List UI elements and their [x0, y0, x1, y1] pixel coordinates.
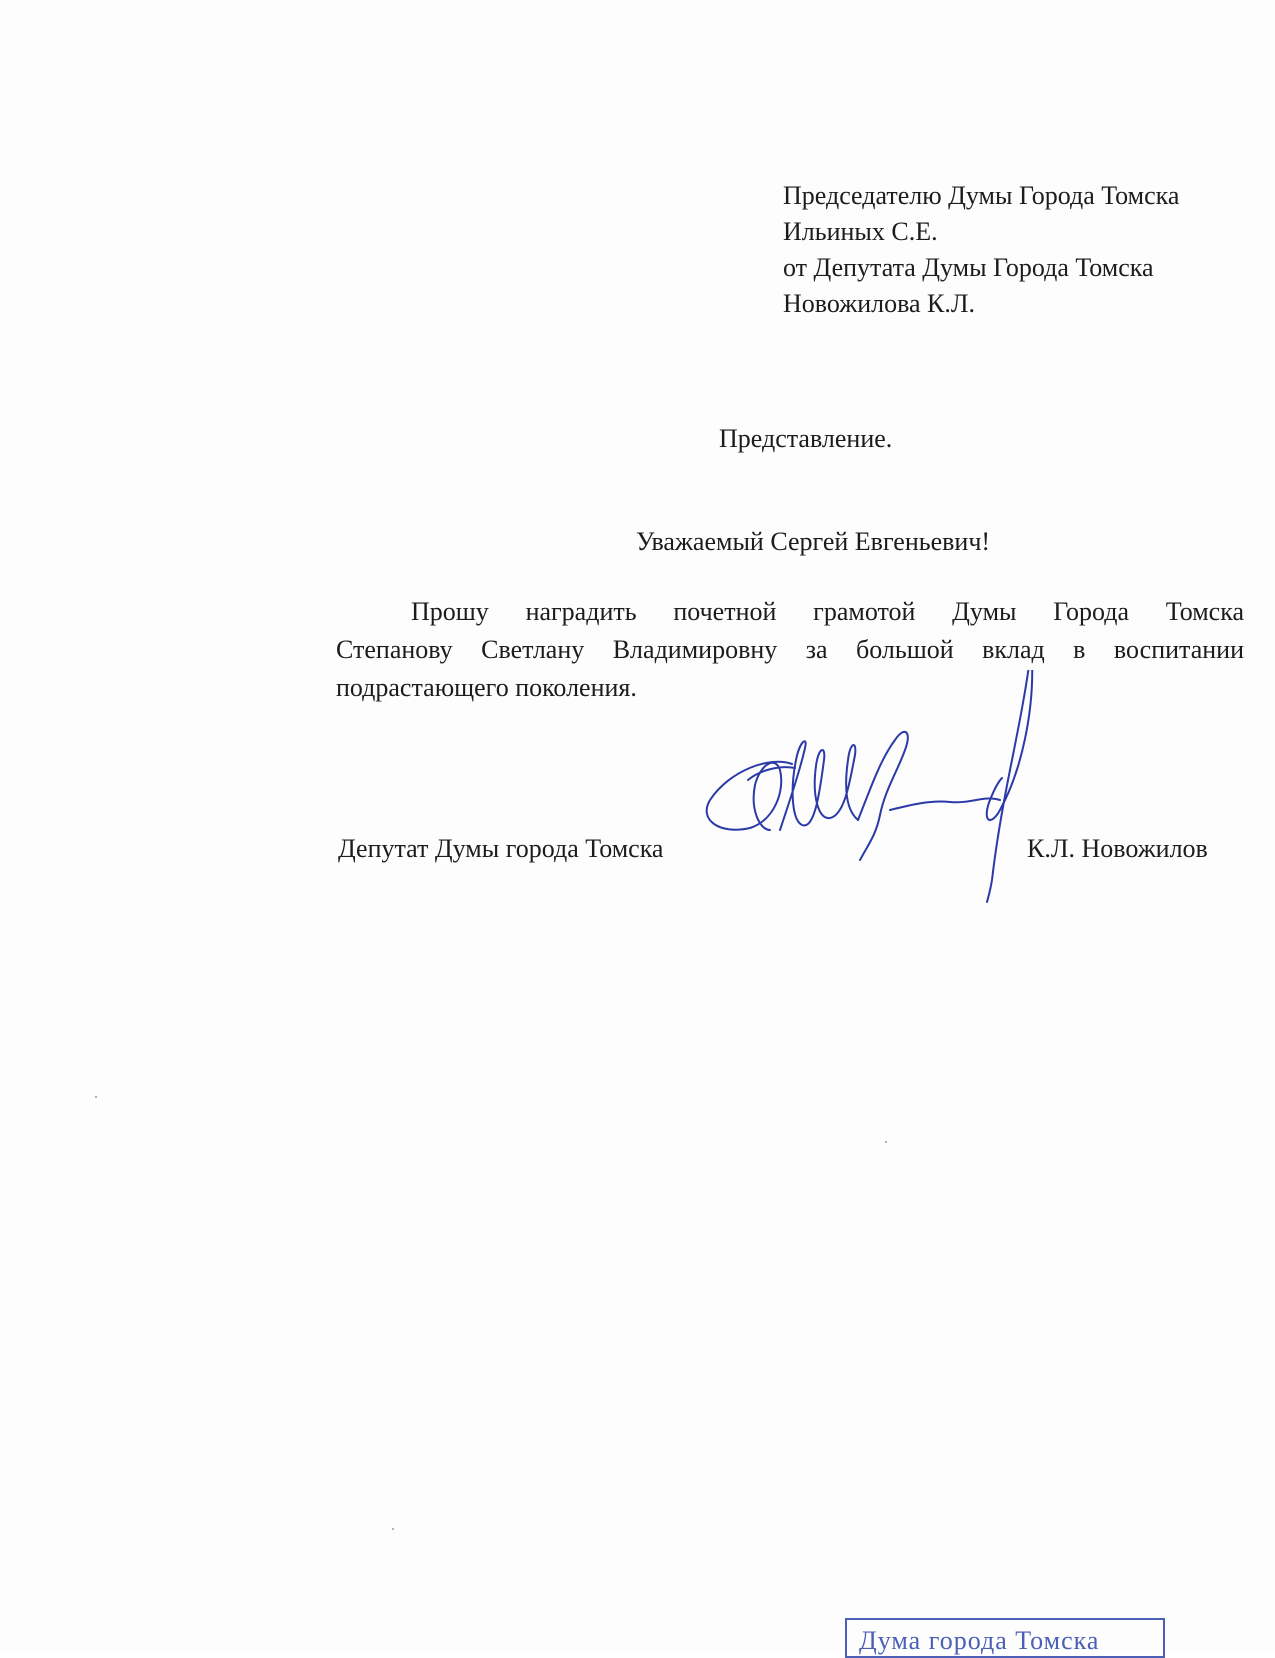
- scan-speck: [392, 1528, 394, 1530]
- scan-speck: [885, 1141, 887, 1143]
- addressee-line: Председателю Думы Города Томска: [783, 181, 1180, 210]
- greeting: Уважаемый Сергей Евгеньевич!: [636, 527, 991, 556]
- signer-name: К.Л. Новожилов: [1027, 834, 1208, 863]
- signature-stroke: [987, 670, 1030, 902]
- document-title: Представление.: [719, 424, 893, 453]
- signature-stroke: [748, 767, 795, 780]
- handwritten-signature: [700, 670, 1080, 940]
- signature-stroke: [707, 762, 792, 830]
- body-line: Степанову Светлану Владимировну за большой вклад в воспитании: [336, 635, 1244, 664]
- body-line: Прошу наградить почетной грамотой Думы Города Томска: [411, 597, 1244, 626]
- signature-stroke: [858, 732, 908, 860]
- addressee-line: от Депутата Думы Города Томска: [783, 253, 1154, 282]
- office-stamp: [845, 1618, 1165, 1658]
- addressee-block: [783, 178, 1179, 322]
- scan-speck: [95, 1096, 97, 1098]
- stamp-text: Дума города Томска: [859, 1626, 1100, 1655]
- addressee-line: Ильиных С.Е.: [783, 217, 938, 246]
- signature-stroke: [890, 798, 1000, 810]
- addressee-line: Новожилова К.Л.: [783, 289, 976, 318]
- signer-position: Депутат Думы города Томска: [338, 834, 664, 863]
- signature-stroke: [780, 741, 858, 830]
- body-line: подрастающего поколения.: [336, 673, 637, 702]
